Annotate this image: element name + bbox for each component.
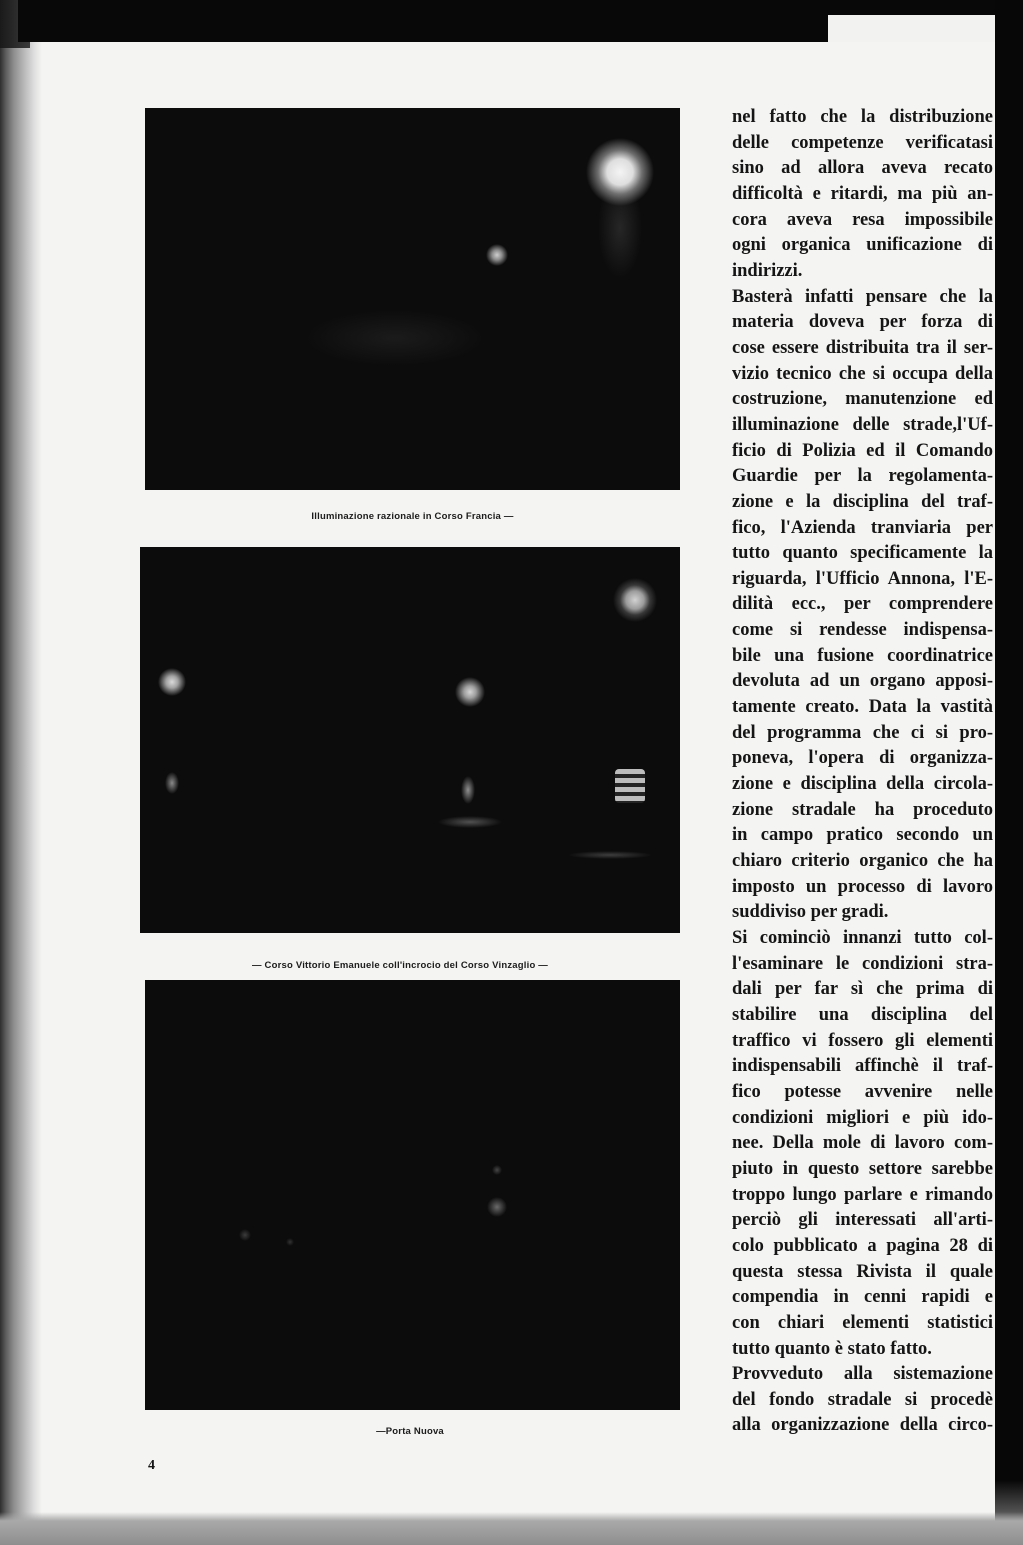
text-line: suddiviso per gradi. — [732, 902, 889, 923]
text-line: poneva, l'opera di organizza- — [732, 748, 993, 769]
paragraph — [732, 285, 993, 926]
scan-left-edge — [0, 0, 42, 1545]
text-line: Si cominciò innanzi tutto col- — [732, 928, 993, 948]
text-line: devoluta ad un organo apposi- — [732, 671, 993, 692]
text-line: troppo lungo parlare e rimando — [732, 1184, 993, 1205]
text-line: fico potesse avvenire nelle — [732, 1081, 993, 1102]
scan-right-border — [995, 0, 1023, 1545]
text-line: cora aveva resa impossibile — [732, 209, 993, 230]
scan-bottom-edge — [0, 1512, 1023, 1545]
text-line: illuminazione delle strade,l'Uf- — [732, 414, 993, 435]
text-line: dilità ecc., per comprendere — [732, 594, 993, 615]
text-line: alla organizzazione della circo- — [732, 1415, 993, 1436]
page-number: 4 — [148, 1458, 155, 1473]
text-line: Provveduto alla sistemazione — [732, 1364, 993, 1385]
text-line: questa stessa Rivista il quale — [732, 1261, 993, 1282]
text-line: imposto un processo di lavoro — [732, 876, 993, 897]
paragraph — [732, 105, 993, 285]
text-line: vizio tecnico che si occupa della — [732, 363, 993, 384]
text-line: delle competenze verificatasi — [732, 132, 993, 153]
figure-caption: —Porta Nuova — [376, 1426, 444, 1437]
text-line: tutto quanto specificamente la — [732, 543, 993, 564]
paragraph — [732, 1362, 993, 1439]
text-line: in campo pratico secondo un — [732, 825, 993, 846]
street-light-fixture — [615, 769, 645, 803]
text-line: con chiari elementi statistici — [732, 1312, 993, 1333]
text-line: colo pubblicato a pagina 28 di — [732, 1235, 993, 1256]
text-line: zione stradale ha proceduto — [732, 799, 993, 820]
text-line: del fondo stradale si procedè — [732, 1389, 993, 1410]
text-line: indirizzi. — [732, 260, 803, 281]
text-line: chiaro criterio organico che ha — [732, 851, 993, 872]
paragraph — [732, 926, 993, 1362]
text-line: ficio di Polizia ed il Comando — [732, 440, 993, 461]
text-line: cose essere distribuita tra il ser- — [732, 337, 993, 358]
text-line: ogni organica unificazione di — [732, 235, 993, 256]
photo-porta-nuova — [145, 980, 680, 1410]
text-line: Basterà infatti pensare che la — [732, 286, 993, 307]
photo-corso-vittorio-emanuele — [140, 547, 680, 933]
text-line: l'esaminare le condizioni stra- — [732, 953, 993, 974]
page-top-notch — [828, 15, 995, 42]
text-line: tutto quanto è stato fatto. — [732, 1338, 932, 1359]
text-line: Guardie per la regolamenta- — [732, 466, 993, 487]
text-line: come si rendesse indispensa- — [732, 620, 993, 641]
text-line: dali per far sì che prima di — [732, 979, 993, 1000]
text-line: difficoltà e ritardi, ma più an- — [732, 183, 993, 204]
figure-caption: Illuminazione razionale in Corso Francia — — [311, 511, 514, 522]
article-text-column — [732, 105, 993, 1439]
photo-corso-francia — [145, 108, 680, 490]
text-line: costruzione, manutenzione ed — [732, 389, 993, 410]
text-line: indispensabili affinchè il traf- — [732, 1056, 993, 1077]
text-line: condizioni migliori e più ido- — [732, 1107, 993, 1128]
text-line: zione e la disciplina del traf- — [732, 491, 993, 512]
text-line: tamente creato. Data la vastità — [732, 697, 993, 718]
text-line: del programma che ci si pro- — [732, 722, 993, 743]
text-line: fico, l'Azienda tranviaria per — [732, 517, 993, 538]
text-line: traffico vi fossero gli elementi — [732, 1030, 993, 1051]
text-line: piuto in questo settore sarebbe — [732, 1158, 993, 1179]
text-line: bile una fusione coordinatrice — [732, 645, 993, 666]
text-line: perciò gli interessati all'arti- — [732, 1210, 993, 1231]
text-line: zione e disciplina della circola- — [732, 774, 993, 795]
text-line: nel fatto che la distribuzione — [732, 107, 993, 127]
text-line: sino ad allora aveva recato — [732, 158, 993, 179]
text-line: nee. Della mole di lavoro com- — [732, 1133, 993, 1154]
text-line: compendia in cenni rapidi e — [732, 1287, 993, 1308]
text-line: riguarda, l'Ufficio Annona, l'E- — [732, 568, 993, 589]
text-line: materia doveva per forza di — [732, 312, 993, 333]
figure-caption: — Corso Vittorio Emanuele coll'incrocio del Corso Vinzaglio — — [252, 960, 548, 971]
text-line: stabilire una disciplina del — [732, 1004, 993, 1025]
